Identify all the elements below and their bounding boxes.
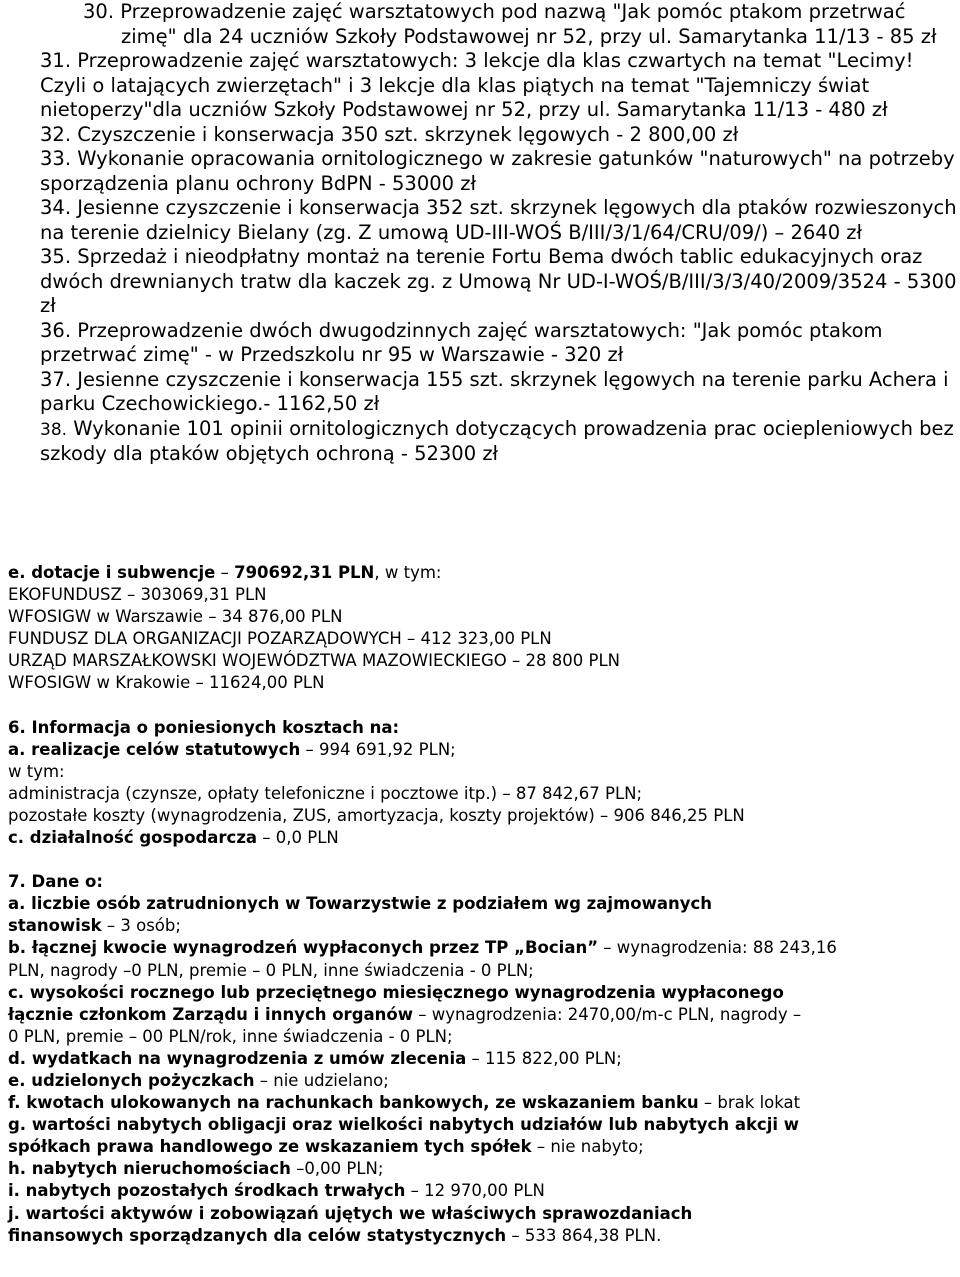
data-item-e: e. udzielonych pożyczkach – nie udzielano; <box>8 1070 389 1090</box>
list-item <box>0 147 960 196</box>
data-item-h: h. nabytych nieruchomościach –0,00 PLN; <box>8 1159 384 1179</box>
dotacje-heading: e. dotacje i subwencje <box>8 563 216 582</box>
list-item <box>0 0 960 49</box>
list-item <box>0 123 960 148</box>
list-item <box>0 319 960 368</box>
item-text: Przeprowadzenie dwóch dwugodzinnych zajęć warsztatowych: "Jak pomóc ptakom przetrwać zimę" - w Przedszkolu nr 95 w Warszawie - 320 zł <box>40 318 883 366</box>
funding-line: URZĄD MARSZAŁKOWSKI WOJEWÓDZTWA MAZOWIECKIEGO – 28 800 PLN <box>8 651 620 671</box>
spacer <box>0 849 960 871</box>
funding-line: WFOSIGW w Warszawie – 34 876,00 PLN <box>8 607 343 627</box>
financial-section <box>0 562 960 1247</box>
data-item-f: f. kwotach ulokowanych na rachunkach bankowych, ze wskazaniem banku – brak lokat <box>8 1093 801 1113</box>
funding-line: WFOSIGW w Krakowie – 11624,00 PLN <box>8 673 325 693</box>
costs-business: c. działalność gospodarcza – 0,0 PLN <box>8 828 339 848</box>
list-item <box>0 49 960 123</box>
data-heading: 7. Dane o: <box>8 872 103 892</box>
costs-admin: administracja (czynsze, opłaty telefoniczne i pocztowe itp.) – 87 842,67 PLN; <box>8 783 643 803</box>
data-item-j: j. wartości aktywów i zobowiązań ujętych we właściwych sprawozdaniach finansowych sporządzanych dla celów statystycznych – 533 864,38 PLN. <box>8 1203 693 1245</box>
data-item-i: i. nabytych pozostałych środkach trwałych – 12 970,00 PLN <box>8 1181 545 1201</box>
data-item-d: d. wydatkach na wynagrodzenia z umów zlecenia – 115 822,00 PLN; <box>8 1048 622 1068</box>
costs-w-tym: w tym: <box>8 761 65 781</box>
item-number: 31. <box>40 49 72 72</box>
item-number: 33. <box>40 147 72 170</box>
item-number: 38. <box>40 419 68 440</box>
costs-other: pozostałe koszty (wynagrodzenia, ZUS, amortyzacja, koszty projektów) – 906 846,25 PLN <box>8 805 745 825</box>
data-item-b: b. łącznej kwocie wynagrodzeń wypłaconych przez TP „Bocian” – wynagrodzenia: 88 243,16 PLN, nagrody –0 PLN, premie – 0 PLN, inne świadczenia - 0 PLN; <box>8 938 837 980</box>
costs-statutory: a. realizacje celów statutowych – 994 691,92 PLN; <box>8 739 456 759</box>
activity-list <box>0 0 960 467</box>
list-item <box>0 245 960 319</box>
item-text: Jesienne czyszczenie i konserwacja 155 szt. skrzynek lęgowych na terenie parku Achera i parku Czechowickiego.- 1162,50 zł <box>40 367 949 415</box>
item-number: 36. <box>40 318 72 342</box>
item-text: Przeprowadzenie zajęć warsztatowych pod nazwą "Jak pomóc ptakom przetrwać zimę" dla 24 uczniów Szkoły Podstawowej nr 52, przy ul. Samarytanka 11/13 - 85 zł <box>120 0 937 48</box>
item-number: 30. <box>83 0 115 23</box>
data-item-a: a. liczbie osób zatrudnionych w Towarzystwie z podziałem wg zajmowanych stanowisk – 3 osób; <box>8 894 713 936</box>
item-number: 32. <box>40 122 72 146</box>
costs-heading: 6. Informacja o poniesionych kosztach na: <box>8 717 400 737</box>
dotacje-amount: 790692,31 PLN <box>234 563 375 582</box>
item-text: Przeprowadzenie zajęć warsztatowych: 3 lekcje dla klas czwartych na temat "Lecimy! Czyli o latających zwierzętach" i 3 lekcje dla klas piątych na temat "Tajemniczy świat nietoperzy"dla uczniów Szkoły Podstawowej nr 52, przy ul. Samarytanka 11/13 - 480 zł <box>40 49 914 121</box>
item-text: Wykonanie opracowania ornitologicznego w zakresie gatunków "naturowych" na potrzeby sporządzenia planu ochrony BdPN - 53000 zł <box>40 147 955 195</box>
item-number: 34. <box>40 196 72 219</box>
item-text: Sprzedaż i nieodpłatny montaż na terenie Fortu Bema dwóch tablic edukacyjnych oraz dwóch drewnianych tratw dla kaczek zg. z Umową Nr UD-I-WOŚ/B/III/3/3/40/2009/3524 - 5300 zł <box>40 245 957 317</box>
item-text: Jesienne czyszczenie i konserwacja 352 szt. skrzynek lęgowych dla ptaków rozwieszonych na terenie dzielnicy Bielany (zg. Z umową UD-III-WOŚ B/III/3/1/64/CRU/09/) – 2640 zł <box>40 196 957 244</box>
item-text: Czyszczenie i konserwacja 350 szt. skrzynek lęgowych - 2 800,00 zł <box>77 122 739 146</box>
list-item <box>0 417 960 467</box>
item-number: 35. <box>40 245 72 268</box>
list-item <box>0 196 960 245</box>
funding-line: EKOFUNDUSZ – 303069,31 PLN <box>8 585 267 605</box>
data-item-c: c. wysokości rocznego lub przeciętnego miesięcznego wynagrodzenia wypłaconego łącznie członkom Zarządu i innych organów – wynagrodzenia: 2470,00/m-c PLN, nagrody – 0 PLN, premie – 00 PLN/rok, inne świadczenia - 0 PLN; <box>8 982 802 1046</box>
list-item <box>0 368 960 417</box>
funding-line: FUNDUSZ DLA ORGANIZACJI POZARZĄDOWYCH – 412 323,00 PLN <box>8 629 552 649</box>
spacer <box>0 695 960 717</box>
item-number: 37. <box>40 367 72 391</box>
data-item-g: g. wartości nabytych obligacji oraz wielkości nabytych udziałów lub nabytych akcji w spółkach prawa handlowego ze wskazaniem tych spółek – nie nabyto; <box>8 1115 800 1157</box>
dotacje-heading-line: e. dotacje i subwencje – 790692,31 PLN, w tym: <box>8 563 442 582</box>
item-text: Wykonanie 101 opinii ornitologicznych dotyczących prowadzenia prac ociepleniowych bez szkody dla ptaków objętych ochroną - 52300 zł <box>40 416 954 465</box>
